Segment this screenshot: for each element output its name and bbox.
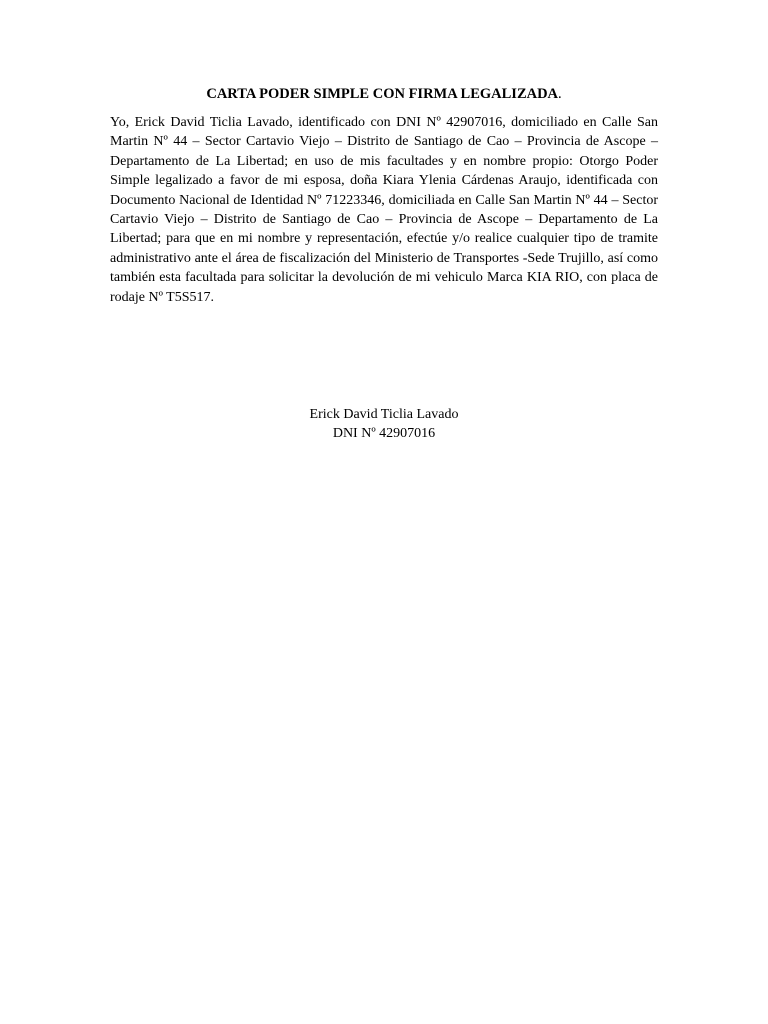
title-period: . — [558, 86, 562, 102]
signature-name: Erick David Ticlia Lavado — [309, 407, 459, 422]
title-text: CARTA PODER SIMPLE CON FIRMA LEGALIZADA — [206, 86, 559, 102]
document-body-paragraph: Yo, Erick David Ticlia Lavado, identificado con DNI Nº 42907016, domiciliado en Calle San Martin Nº 44 – Sector Cartavio Viejo – Distrito de Santiago de Cao – Provincia de Ascope – Departamento de La Libertad; en uso de mis facultades y en nombre propio: Otorgo Poder Simple legalizado a favor de mi esposa, doña Kiara Ylenia Cárdenas Araujo, identificada con Documento Nacional de Identidad Nº 71223346, domiciliada en Calle San Martin Nº 44 – Sector Cartavio Viejo – Distrito de Santiago de Cao – Provincia de Ascope – Departamento de La Libertad; para que en mi nombre y representación, efectúe y/o realice cualquier tipo de tramite administrativo ante el área de fiscalización del Ministerio de Transportes -Sede Trujillo, así como también esta facultada para solicitar la devolución de mi vehiculo Marca KIA RIO, con placa de rodaje Nº T5S517. — [110, 115, 658, 305]
signature-dni: DNI Nº 42907016 — [332, 425, 436, 441]
signature-block — [110, 406, 658, 443]
document-title — [110, 85, 658, 103]
